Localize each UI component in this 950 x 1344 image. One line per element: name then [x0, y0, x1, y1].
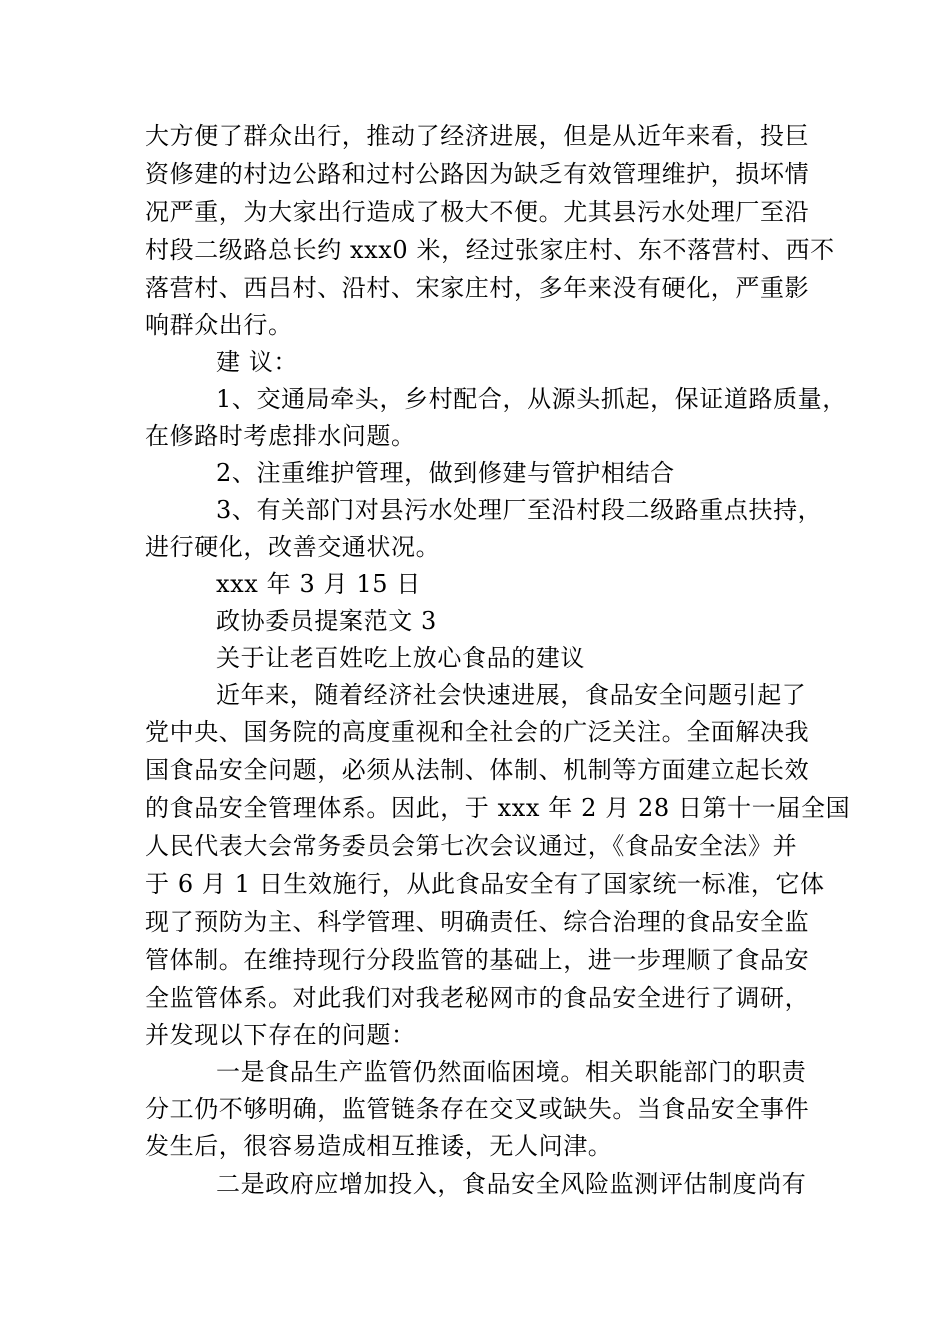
- text-line: 响群众出行。: [145, 311, 293, 339]
- paragraph-line: 全监管体系。对此我们对我老秘网市的食品安全进行了调研，: [145, 984, 810, 1012]
- section-heading: 建 议：: [216, 348, 299, 376]
- list-item: 1、交通局牵头，乡村配合，从源头抓起，保证道路质量，: [216, 385, 847, 413]
- text-line: 大方便了群众出行，推动了经济进展，但是从近年来看，投巨: [145, 122, 810, 150]
- paragraph-line: 党中央、国务院的高度重视和全社会的广泛关注。全面解决我: [145, 718, 810, 746]
- text-line: 进行硬化，改善交通状况。: [145, 533, 441, 561]
- list-item: 2、注重维护管理，做到修建与管护相结合: [216, 459, 675, 487]
- date-line: xxx 年 3 月 15 日: [216, 570, 421, 598]
- paragraph-line: 国食品安全问题，必须从法制、体制、机制等方面建立起长效: [145, 756, 810, 784]
- paragraph-line: 一是食品生产监管仍然面临困境。相关职能部门的职责: [216, 1058, 807, 1086]
- paragraph-line: 发生后，很容易造成相互推诿，无人问津。: [145, 1132, 613, 1160]
- proposal-title: 关于让老百姓吃上放心食品的建议: [216, 644, 585, 672]
- paragraph-line: 并发现以下存在的问题：: [145, 1021, 416, 1049]
- paragraph-line: 于 6 月 1 日生效施行，从此食品安全有了国家统一标准，它体: [145, 870, 825, 898]
- text-line: 村段二级路总长约 xxx0 米，经过张家庄村、东不落营村、西不: [145, 236, 835, 264]
- paragraph-line: 近年来，随着经济社会快速进展，食品安全问题引起了: [216, 681, 807, 709]
- paragraph-line: 分工仍不够明确，监管链条存在交叉或缺失。当食品安全事件: [145, 1095, 810, 1123]
- section-title: 政协委员提案范文 3: [216, 607, 437, 635]
- text-line: 况严重，为大家出行造成了极大不便。尤其县污水处理厂至沿: [145, 198, 810, 226]
- text-line: 资修建的村边公路和过村公路因为缺乏有效管理维护，损坏情: [145, 160, 810, 188]
- paragraph-line: 人民代表大会常务委员会第七次会议通过，《食品安全法》并: [145, 832, 798, 860]
- paragraph-line: 二是政府应增加投入，食品安全风险监测评估制度尚有: [216, 1170, 807, 1198]
- list-item: 3、有关部门对县污水处理厂至沿村段二级路重点扶持，: [216, 496, 823, 524]
- text-line: 落营村、西吕村、沿村、宋家庄村，多年来没有硬化，严重影: [145, 274, 810, 302]
- paragraph-line: 管体制。在维持现行分段监管的基础上，进一步理顺了食品安: [145, 946, 810, 974]
- text-line: 在修路时考虑排水问题。: [145, 422, 416, 450]
- paragraph-line: 的食品安全管理体系。因此，于 xxx 年 2 月 28 日第十一届全国: [145, 794, 851, 822]
- paragraph-line: 现了预防为主、科学管理、明确责任、综合治理的食品安全监: [145, 908, 810, 936]
